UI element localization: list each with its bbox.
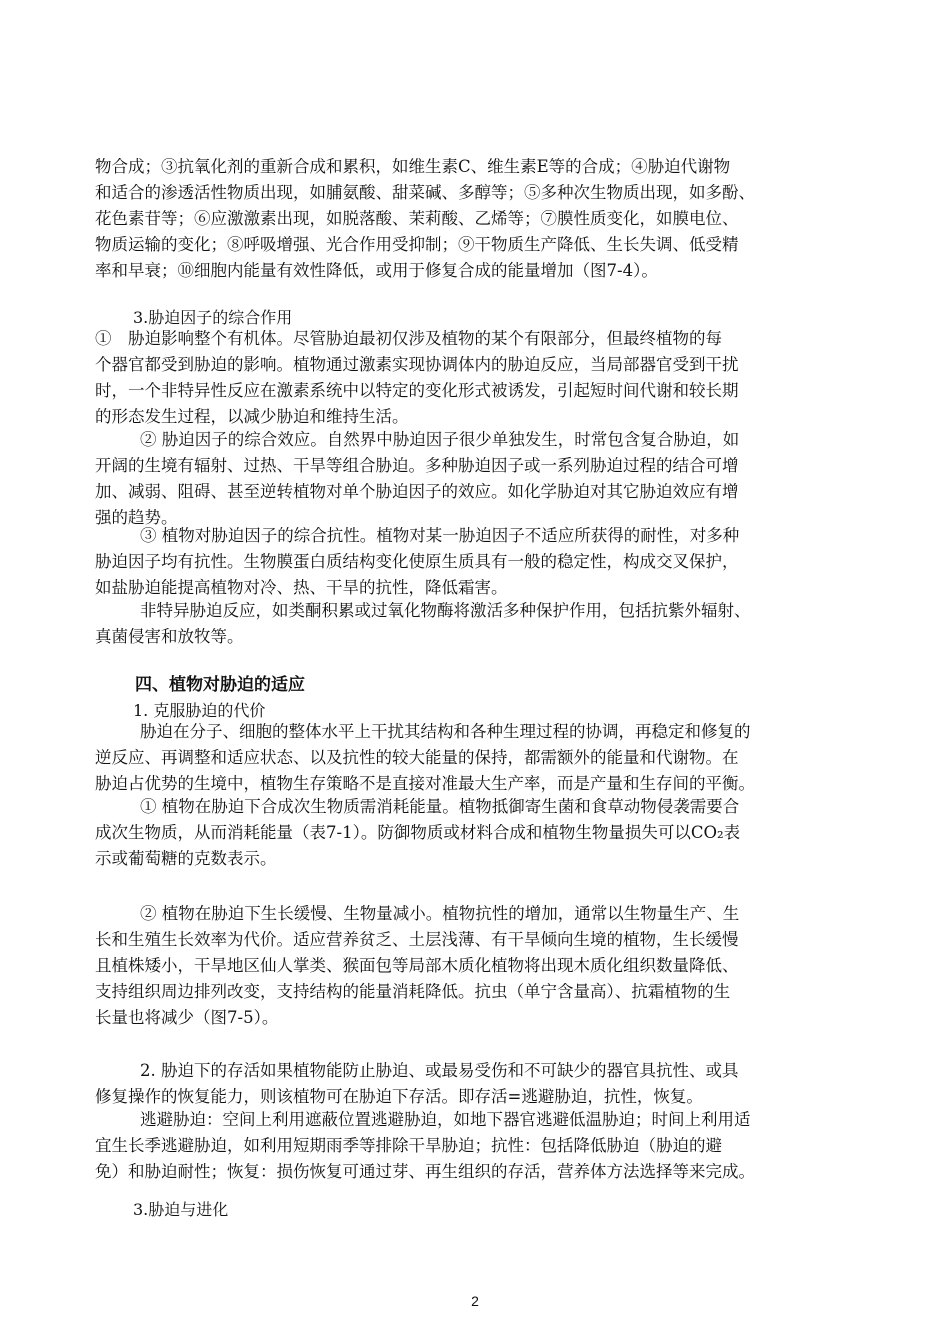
paragraph-8 — [95, 901, 870, 1031]
section-heading: 四、植物对胁迫的适应 — [135, 675, 305, 695]
text-line: 物合成；③抗氧化剂的重新合成和累积，如维生素C、维生素E等的合成；④胁迫代谢物 — [95, 157, 731, 176]
text-line: 宜生长季逃避胁迫，如利用短期雨季等排除干旱胁迫；抗性：包括降低胁迫（胁迫的避 — [95, 1136, 722, 1155]
text-line: 成次生物质，从而消耗能量（表7-1）。防御物质或材料合成和植物生物量损失可以CO₂表 — [95, 823, 741, 842]
text-line: 的形态发生过程，以减少胁迫和维持生活。 — [95, 407, 409, 426]
page-number: 2 — [471, 1293, 479, 1309]
subheading-evolution: 3.胁迫与进化 — [133, 1200, 229, 1219]
paragraph-3 — [95, 427, 870, 531]
text-line: 真菌侵害和放牧等。 — [95, 627, 244, 646]
text-line: 示或葡萄糖的克数表示。 — [95, 849, 277, 868]
text-line: 胁迫在分子、细胞的整体水平上干扰其结构和各种生理过程的协调，再稳定和修复的 — [140, 722, 751, 741]
text-line: 长和生殖生长效率为代价。适应营养贫乏、土层浅薄、有干旱倾向生境的植物，生长缓慢 — [95, 930, 739, 949]
subheading-combined-effects: 3.胁迫因子的综合作用 — [133, 308, 293, 327]
text-line: ③ 植物对胁迫因子的综合抗性。植物对某一胁迫因子不适应所获得的耐性，对多种 — [140, 526, 740, 545]
text-line: 逆反应、再调整和适应状态、以及抗性的较大能量的保持，都需额外的能量和代谢物。在 — [95, 748, 739, 767]
text-line: 胁迫占优势的生境中，植物生存策略不是直接对准最大生产率，而是产量和生存间的平衡。 — [95, 774, 755, 793]
text-line: 长量也将减少（图7-5）。 — [95, 1008, 279, 1027]
paragraph-4 — [95, 523, 870, 601]
text-line: 胁迫因子均有抗性。生物膜蛋白质结构变化使原生质具有一般的稳定性，构成交叉保护， — [95, 552, 739, 571]
text-line: 且植株矮小，干旱地区仙人掌类、猴面包等局部木质化植物将出现木质化组织数量降低、 — [95, 956, 739, 975]
paragraph-1 — [95, 154, 870, 284]
text-line: 修复操作的恢复能力，则该植物可在胁迫下存活。即存活=逃避胁迫，抗性，恢复。 — [95, 1087, 703, 1106]
text-line: 个器官都受到胁迫的影响。植物通过激素实现协调体内的胁迫反应，当局部器官受到干扰 — [95, 355, 739, 374]
text-line: ① 胁迫影响整个有机体。尽管胁迫最初仅涉及植物的某个有限部分，但最终植物的每 — [95, 329, 722, 348]
subheading-cost: 1. 克服胁迫的代价 — [133, 701, 266, 720]
text-line: 和适合的渗透活性物质出现，如脯氨酸、甜菜碱、多醇等；⑤多种次生物质出现，如多酚、 — [95, 183, 755, 202]
paragraph-7 — [95, 794, 870, 872]
text-line: 强的趋势。 — [95, 508, 178, 527]
text-line: 率和早衰；⑩细胞内能量有效性降低，或用于修复合成的能量增加（图7-4）。 — [95, 261, 658, 280]
text-line: ② 植物在胁迫下生长缓慢、生物量减小。植物抗性的增加，通常以生物量生产、生 — [140, 904, 740, 923]
text-line: 如盐胁迫能提高植物对冷、热、干旱的抗性，降低霜害。 — [95, 578, 508, 597]
text-line: 2. 胁迫下的存活如果植物能防止胁迫、或最易受伤和不可缺少的器官具抗性、或具 — [140, 1061, 739, 1080]
paragraph-6 — [95, 719, 870, 797]
paragraph-5 — [95, 598, 870, 650]
paragraph-9 — [95, 1058, 870, 1110]
text-line: 逃避胁迫：空间上利用遮蔽位置逃避胁迫，如地下器官逃避低温胁迫；时间上利用适 — [140, 1110, 751, 1129]
text-line: ① 植物在胁迫下合成次生物质需消耗能量。植物抵御寄生菌和食草动物侵袭需要合 — [140, 797, 740, 816]
text-line: 非特异胁迫反应，如类酮积累或过氧化物酶将激活多种保护作用，包括抗紫外辐射、 — [140, 601, 751, 620]
text-line: 加、减弱、阻碍、甚至逆转植物对单个胁迫因子的效应。如化学胁迫对其它胁迫效应有增 — [95, 482, 739, 501]
text-line: 物质运输的变化；⑧呼吸增强、光合作用受抑制；⑨干物质生产降低、生长失调、低受精 — [95, 235, 739, 254]
text-line: 时，一个非特异性反应在激素系统中以特定的变化形式被诱发，引起短时间代谢和较长期 — [95, 381, 739, 400]
text-line: 免）和胁迫耐性；恢复：损伤恢复可通过芽、再生组织的存活，营养体方法选择等来完成。 — [95, 1162, 755, 1181]
text-line: 支持组织周边排列改变，支持结构的能量消耗降低。抗虫（单宁含量高）、抗霜植物的生 — [95, 982, 731, 1001]
paragraph-10 — [95, 1107, 870, 1185]
text-line: 开阔的生境有辐射、过热、干旱等组合胁迫。多种胁迫因子或一系列胁迫过程的结合可增 — [95, 456, 739, 475]
text-line: 花色素苷等；⑥应激激素出现，如脱落酸、茉莉酸、乙烯等；⑦膜性质变化，如膜电位、 — [95, 209, 739, 228]
paragraph-2 — [95, 326, 870, 430]
text-line: ② 胁迫因子的综合效应。自然界中胁迫因子很少单独发生，时常包含复合胁迫，如 — [140, 430, 740, 449]
